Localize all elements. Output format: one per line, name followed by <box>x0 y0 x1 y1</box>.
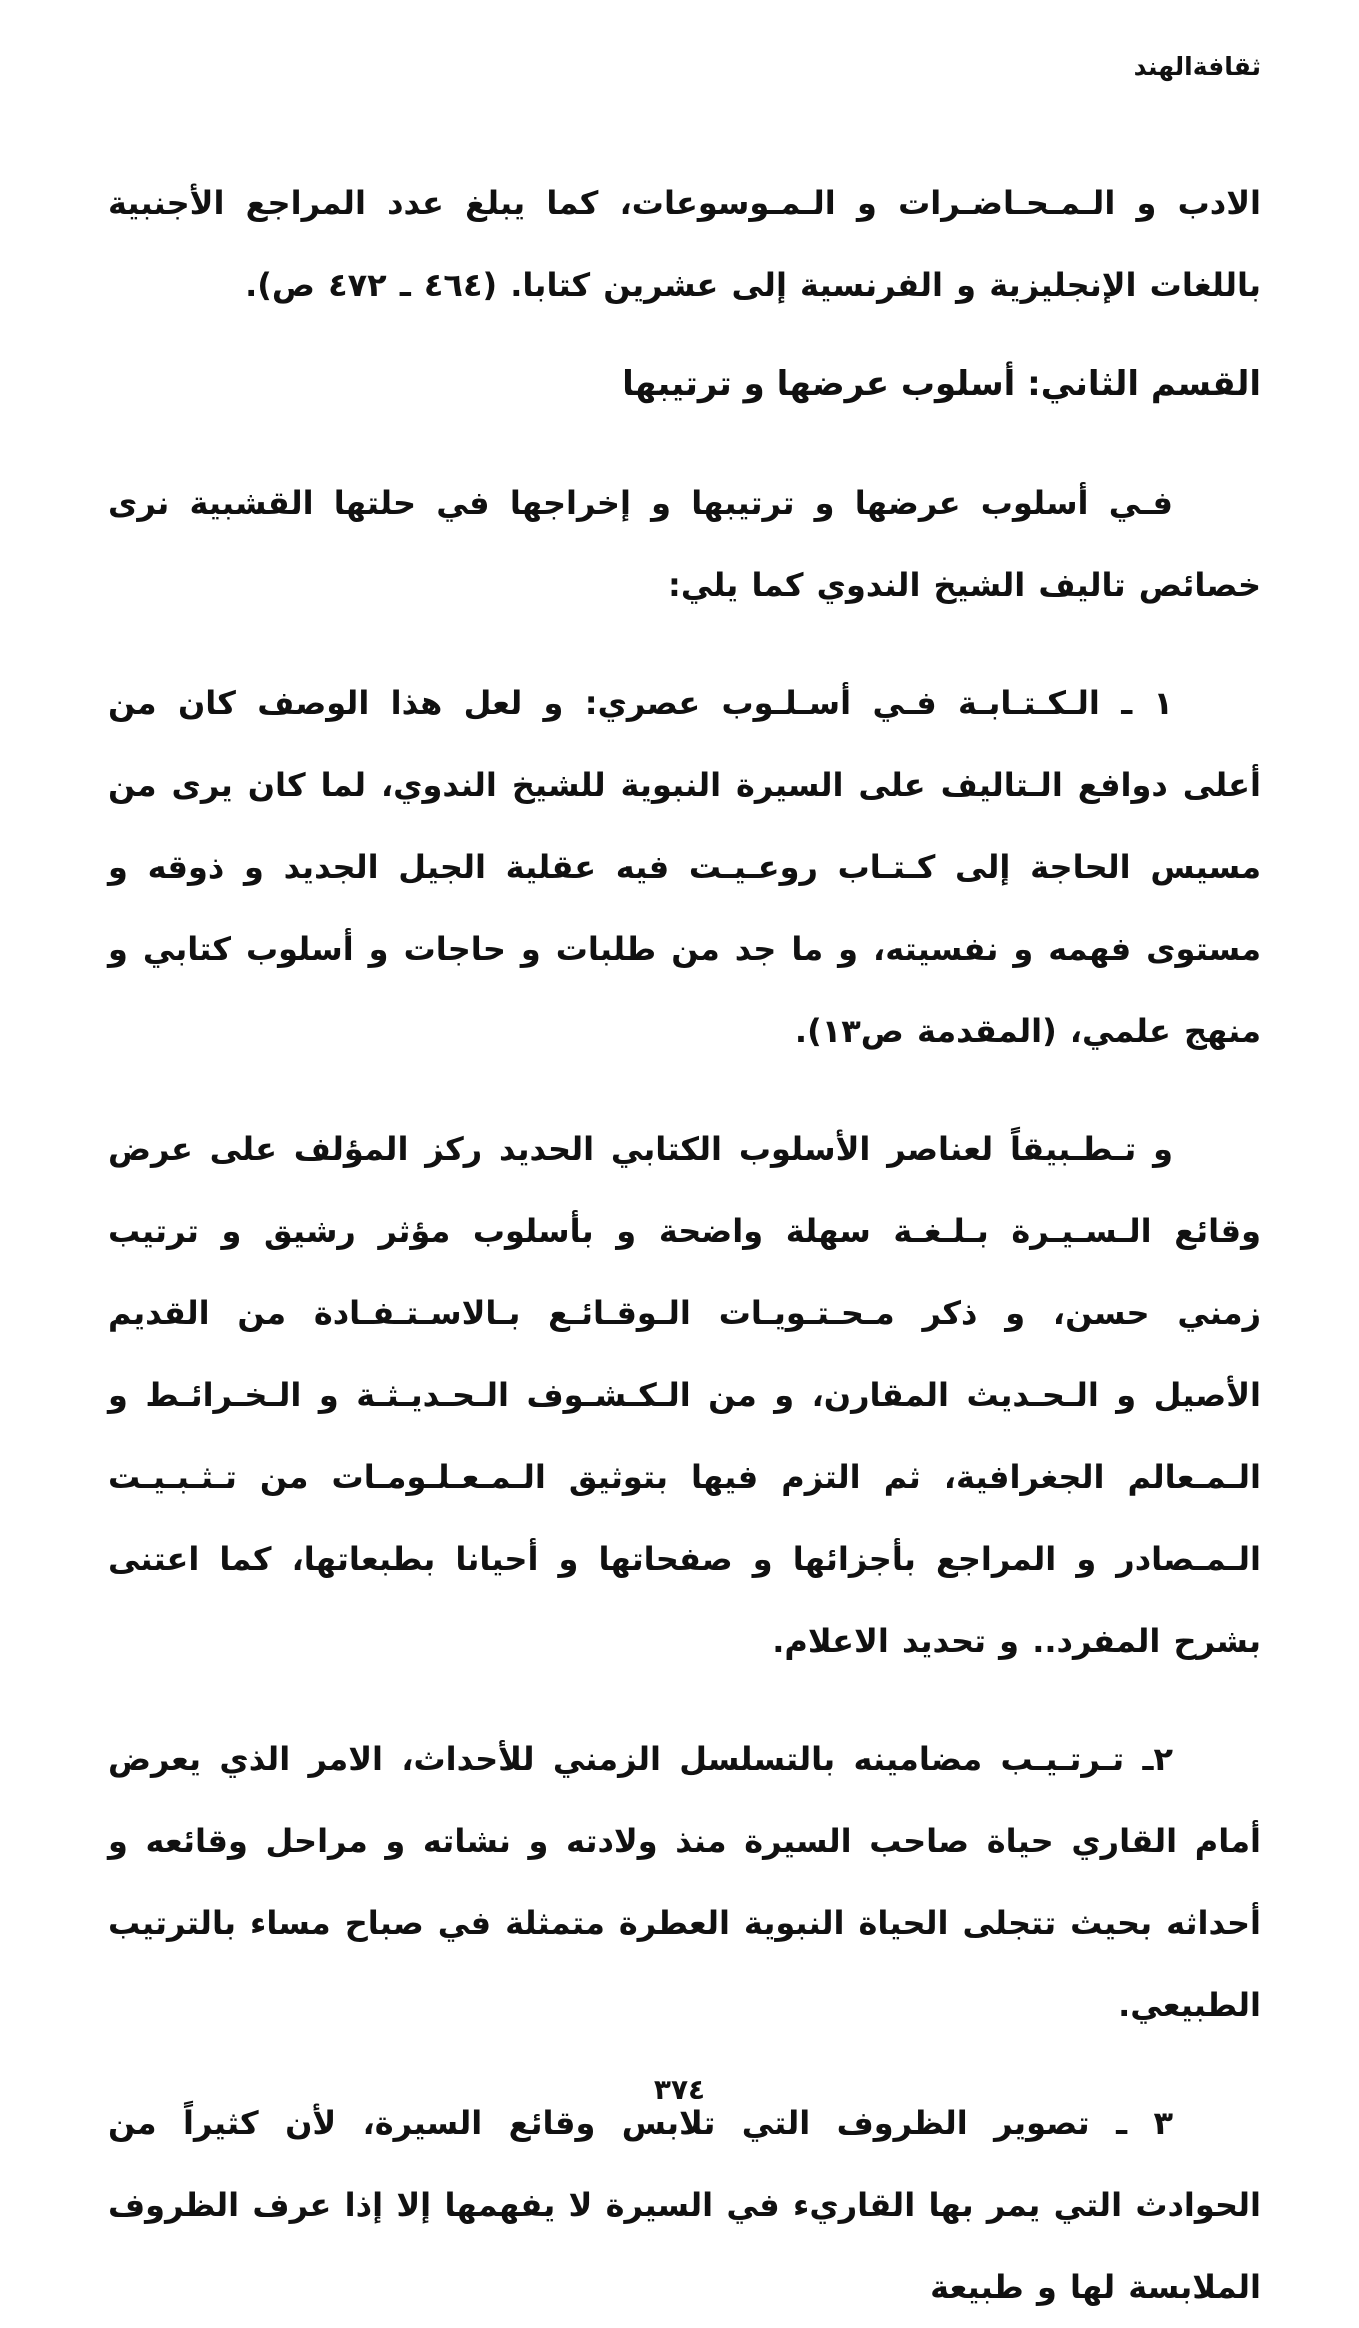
section-heading: القسم الثاني: أسلوب عرضها و ترتيبها <box>622 364 1261 404</box>
paragraph-intro: فـي أسلوب عرضها و ترتيبها و إخراجها في حلتها القشبية نرى خصائص تاليف الشيخ الندوي كما يلي: <box>108 484 1261 604</box>
paragraph-point-1: ١ ـ الـكـتـابـة فـي أسـلـوب عصري: و لعل هذا الوصف كان من أعلى دوافع الـتاليف على السيرة النبوية للشيخ الندوي، لما كان يرى من مسيس الحاجة إلى كـتـاب روعـيـت فيه عقلية الجيل الجديد و ذوقه و مستوى فهمه و نفسيته، و ما جد من طلبات و حاجات و أسلوب كتابي و منهج علمي، (المقدمة ص١٣). <box>108 684 1261 1050</box>
body-text <box>108 162 1261 2328</box>
paragraph-point-3: ٣ ـ تصوير الظروف التي تلابس وقائع السيرة، لأن كثيراً من الحوادث التي يمر بها القاريء في السيرة لا يفهمها إلا إذا عرف الظروف الملابسة لها و طبيعة <box>108 2104 1261 2306</box>
page-number: ٣٧٤ <box>653 2073 706 2106</box>
paragraph-continued: الادب و الـمـحـاضـرات و الـمـوسوعات، كما يبلغ عدد المراجع الأجنبية باللغات الإنجليزية و الفرنسية إلى عشرين كتابا. (٤٦٤ ـ ٤٧٢ ص). <box>108 184 1261 304</box>
paragraph-application: و تـطـبيقاً لعناصر الأسلوب الكتابي الحديد ركز المؤلف على عرض وقائع الـسـيـرة بـلـغـة سهلة واضحة و بأسلوب مؤثر رشيق و ترتيب زمني حسن، و ذكر مـحـتـويـات الـوقـائـع بـالاسـتـفـادة من القديم الأصيل و الـحـديث المقارن، و من الـكـشـوف الـحـديـثـة و الـخـرائـط و الـمـعالم الجغرافية، ثم التزم فيها بتوثيق الـمـعـلـومـات من تـثـبـيـت الـمـصادر و المراجع بأجزائها و صفحاتها و أحيانا بطبعاتها، كما اعتنى بشرح المفرد.. و تحديد الاعلام. <box>108 1130 1261 1660</box>
running-header: ثقافةالهند <box>1133 52 1261 81</box>
paragraph-point-2: ٢ـ تـرتـيـب مضامينه بالتسلسل الزمني للأحداث، الامر الذي يعرض أمام القاري حياة صاحب السيرة منذ ولادته و نشاته و مراحل وقائعه و أحداثه بحيث تتجلى الحياة النبوية العطرة متمثلة في صباح مساء بالترتيب الطبيعي. <box>108 1740 1261 2024</box>
